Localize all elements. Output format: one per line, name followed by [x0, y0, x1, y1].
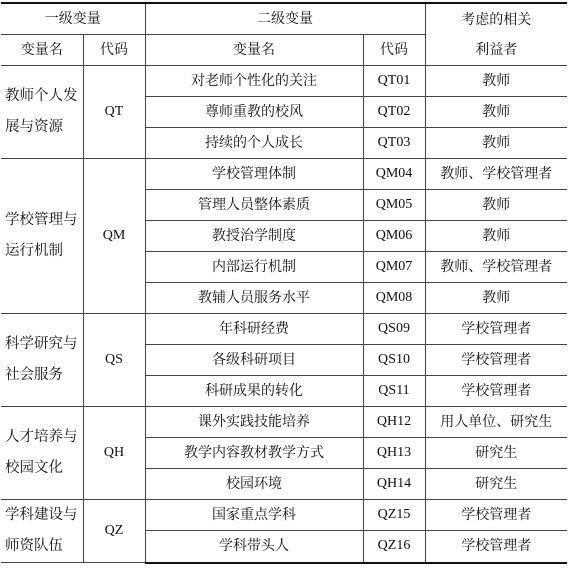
level1-variable-name-line1: 科学研究与	[5, 336, 78, 352]
level2-header: 二级变量	[145, 3, 425, 35]
stakeholder-cell: 学校管理者	[425, 345, 567, 376]
level2-variable-name: 学校管理体制	[145, 159, 363, 190]
level2-variable-name: 国家重点学科	[145, 500, 363, 531]
level2-variable-code: QT03	[363, 128, 425, 159]
level1-variable-name-line2: 师资队伍	[5, 538, 63, 554]
variables-table	[1, 2, 567, 564]
level2-variable-code: QH13	[363, 438, 425, 469]
table-row	[1, 159, 567, 190]
level1-header: 一级变量	[1, 3, 145, 35]
level1-variable-name	[1, 66, 83, 159]
level2-variable-code: QS11	[363, 376, 425, 407]
level1-variable-name-line1: 学校管理与	[5, 212, 78, 228]
level2-variable-name: 内部运行机制	[145, 252, 363, 283]
stakeholder-cell: 教师、学校管理者	[425, 159, 567, 190]
level2-variable-code: QH14	[363, 469, 425, 500]
header-row-1	[1, 3, 567, 35]
level1-variable-name	[1, 314, 83, 407]
level1-variable-code: QT	[83, 66, 145, 159]
level2-variable-code: QS10	[363, 345, 425, 376]
level2-variable-name: 课外实践技能培养	[145, 407, 363, 438]
level2-variable-code: QT02	[363, 97, 425, 128]
level2-variable-name: 科研成果的转化	[145, 376, 363, 407]
stakeholder-cell: 教师	[425, 283, 567, 314]
table-row	[1, 66, 567, 97]
stakeholder-cell: 教师	[425, 128, 567, 159]
stakeholder-cell: 学校管理者	[425, 376, 567, 407]
level2-variable-code: QM08	[363, 283, 425, 314]
level1-variable-name-line2: 展与资源	[5, 119, 63, 135]
level2-variable-name: 教授治学制度	[145, 221, 363, 252]
level2-variable-name: 对老师个性化的关注	[145, 66, 363, 97]
level2-variable-name: 各级科研项目	[145, 345, 363, 376]
level2-variable-code: QH12	[363, 407, 425, 438]
level1-variable-name-line2: 社会服务	[5, 367, 63, 383]
level1-variable-code: QH	[83, 407, 145, 500]
level2-variable-code: QM05	[363, 190, 425, 221]
level2-variable-code: QM04	[363, 159, 425, 190]
stakeholder-cell: 教师	[425, 190, 567, 221]
level2-variable-name: 校园环境	[145, 469, 363, 500]
level1-variable-name-line2: 校园文化	[5, 460, 63, 476]
level1-variable-name-line2: 运行机制	[5, 243, 63, 259]
table-row	[1, 407, 567, 438]
level2-variable-code: QZ15	[363, 500, 425, 531]
level2-variable-code: QM06	[363, 221, 425, 252]
level1-variable-code: QS	[83, 314, 145, 407]
level1-variable-code: QM	[83, 159, 145, 314]
table-row	[1, 314, 567, 345]
stakeholder-cell: 学校管理者	[425, 500, 567, 531]
stakeholder-cell: 研究生	[425, 438, 567, 469]
stakeholder-cell: 教师	[425, 97, 567, 128]
table-row	[1, 500, 567, 531]
level1-variable-name	[1, 500, 83, 563]
level2-variable-code: QZ16	[363, 531, 425, 563]
table-body	[1, 66, 567, 563]
level2-variable-name: 教辅人员服务水平	[145, 283, 363, 314]
level2-variable-name: 持续的个人成长	[145, 128, 363, 159]
level2-variable-code: QM07	[363, 252, 425, 283]
level1-variable-name	[1, 407, 83, 500]
stakeholder-cell: 学校管理者	[425, 314, 567, 345]
level1-code-header: 代码	[83, 35, 145, 66]
level1-variable-name	[1, 159, 83, 314]
level1-var-name-header: 变量名	[1, 35, 83, 66]
level2-variable-name: 年科研经费	[145, 314, 363, 345]
level1-variable-name-line1: 教师个人发	[5, 88, 78, 104]
stakeholder-cell: 教师	[425, 221, 567, 252]
level2-variable-name: 尊师重教的校风	[145, 97, 363, 128]
stakeholder-cell: 学校管理者	[425, 531, 567, 563]
stakeholders-header-line1: 考虑的相关	[461, 11, 532, 28]
level2-variable-name: 管理人员整体素质	[145, 190, 363, 221]
level1-variable-name-line1: 学科建设与	[5, 507, 78, 523]
level2-variable-code: QS09	[363, 314, 425, 345]
level2-variable-name: 教学内容教材教学方式	[145, 438, 363, 469]
level2-variable-name: 学科带头人	[145, 531, 363, 563]
stakeholder-cell: 教师、学校管理者	[425, 252, 567, 283]
level2-var-name-header: 变量名	[145, 35, 363, 66]
stakeholder-cell: 用人单位、研究生	[425, 407, 567, 438]
level1-variable-code: QZ	[83, 500, 145, 563]
level1-variable-name-line1: 人才培养与	[5, 429, 78, 445]
stakeholder-cell: 研究生	[425, 469, 567, 500]
stakeholders-header-line2: 利益者	[475, 41, 518, 58]
stakeholder-cell: 教师	[425, 66, 567, 97]
level2-code-header: 代码	[363, 35, 425, 66]
level2-variable-code: QT01	[363, 66, 425, 97]
stakeholders-header	[425, 3, 567, 66]
